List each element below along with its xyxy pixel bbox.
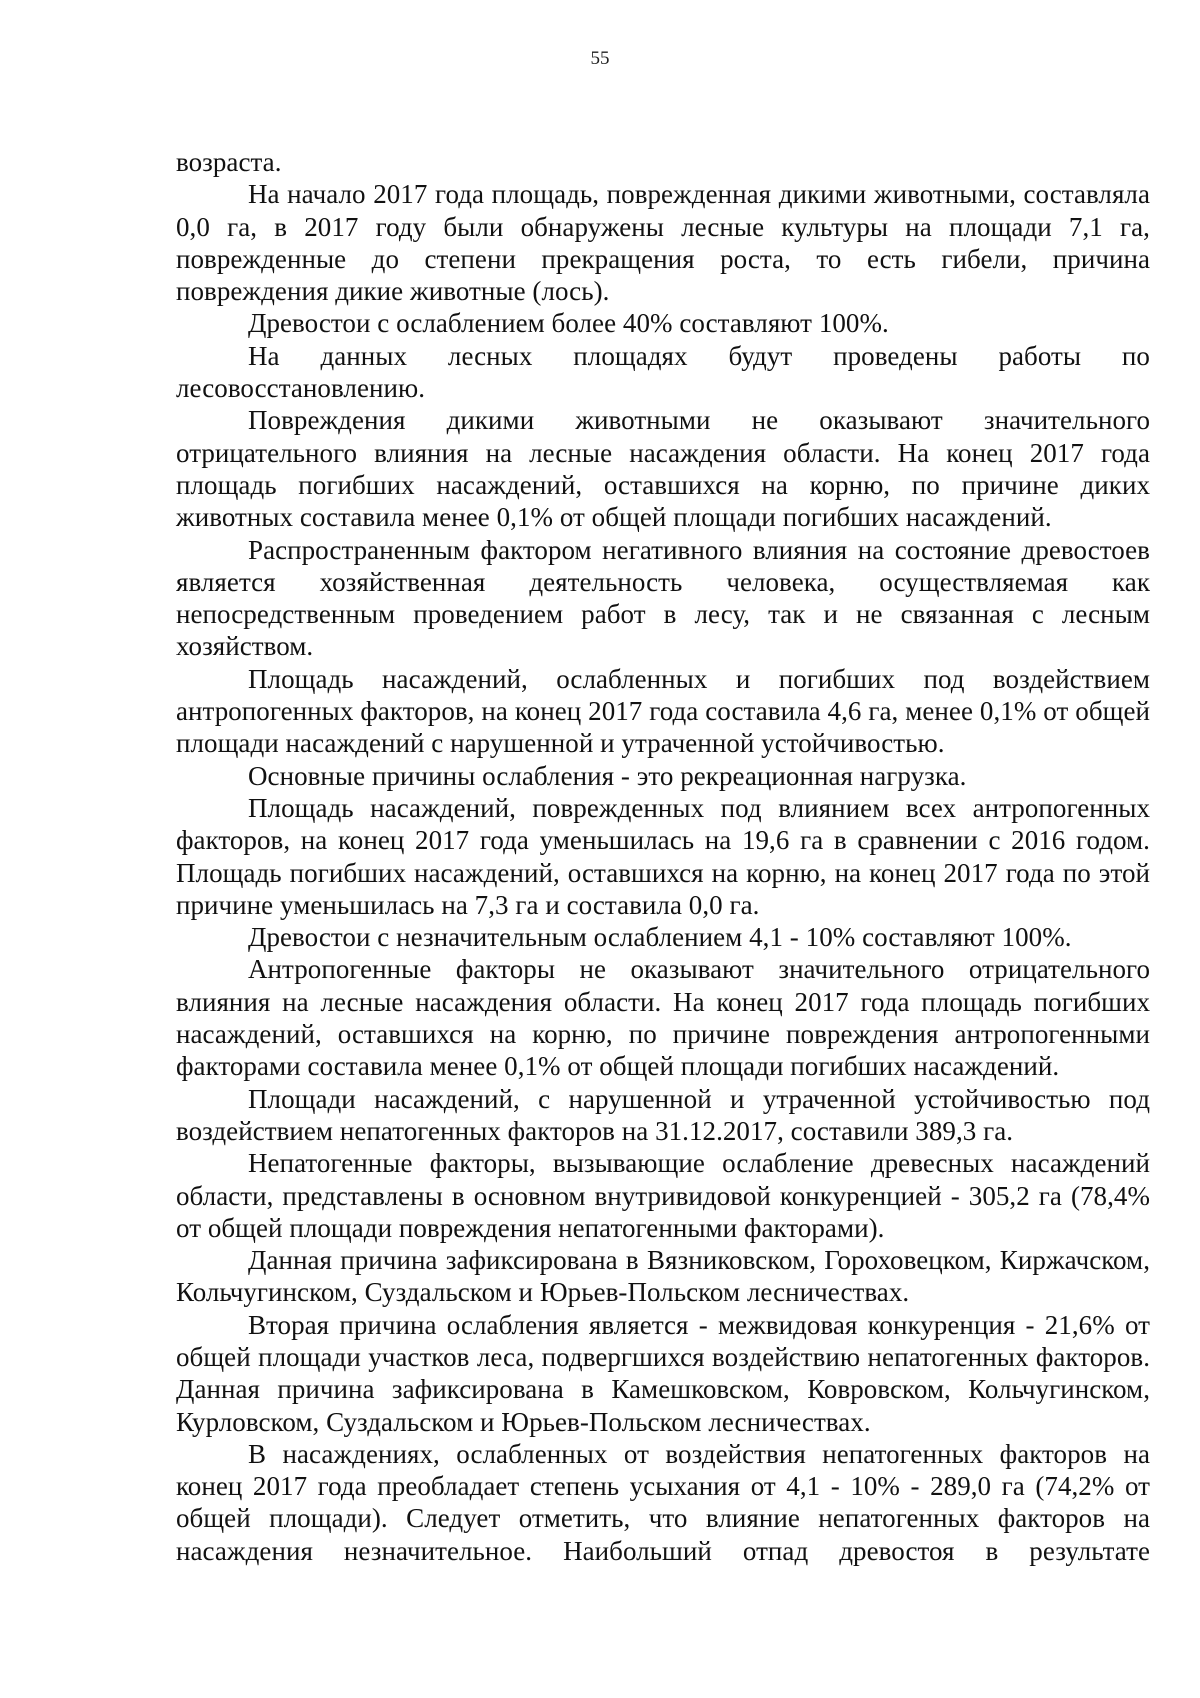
paragraph-drying-degree: В насаждениях, ослабленных от воздействия непатогенных факторов на конец 2017 года преобладает степень усыхания от 4,1 - 10% - 289,0 га (74,2% от общей площади). Следует отметить, что влияние непатогенных факторов на насаждения незначительное. Наибольший отпад древостоя в результате xyxy=(176,1438,1150,1566)
paragraph-reforestation: На данных лесных площадях будут проведены работы по лесовосстановлению. xyxy=(176,340,1150,404)
paragraph-wild-animals-damage: На начало 2017 года площадь, поврежденная дикими животными, составляла 0,0 га, в 2017 году были обнаружены лесные культуры на площади 7,1 га, поврежденные до степени прекращения роста, то есть гибели, причина повреждения дикие животные (лось). xyxy=(176,179,1150,307)
paragraph-anthropogenic-area: Площадь насаждений, ослабленных и погибших под воздействием антропогенных факторов, на конец 2017 года составила 4,6 га, менее 0,1% от общей площади насаждений с нарушенной и утраченной устойчивостью. xyxy=(176,663,1150,759)
paragraph-weakening-over-40: Древостои с ослаблением более 40% составляют 100%. xyxy=(248,308,889,339)
document-body xyxy=(176,146,1150,1567)
paragraph-wild-animals-impact: Повреждения дикими животными не оказывают значительного отрицательного влияния на лесные насаждения области. На конец 2017 года площадь погибших насаждений, оставшихся на корню, по причине диких животных составила менее 0,1% от общей площади погибших насаждений. xyxy=(176,405,1150,533)
paragraph-anthropogenic-decrease: Площадь насаждений, поврежденных под влиянием всех антропогенных факторов, на конец 2017 года уменьшилась на 19,6 га в сравнении с 2016 годом. Площадь погибших насаждений, оставшихся на корню, на конец 2017 года по этой причине уменьшилась на 7,3 га и составила 0,0 га. xyxy=(176,792,1150,920)
paragraph-human-activity: Распространенным фактором негативного влияния на состояние древостоев является хозяйственная деятельность человека, осуществляемая как непосредственным проведением работ в лесу, так и не связанная с лесным хозяйством. xyxy=(176,534,1150,662)
paragraph-forestries-list-1: Данная причина зафиксирована в Вязниковском, Гороховецком, Киржачском, Кольчугинском, Суздальском и Юрьев-Польском лесничествах. xyxy=(176,1245,1150,1308)
paragraph-nonpathogenic-area: Площади насаждений, с нарушенной и утраченной устойчивостью под воздействием непатогенных факторов на 31.12.2017, составили 389,3 га. xyxy=(176,1083,1150,1146)
paragraph-intraspecific-competition: Непатогенные факторы, вызывающие ослабление древесных насаждений области, представлены в основном внутривидовой конкуренцией - 305,2 га (78,4% от общей площади повреждения непатогенными факторами). xyxy=(176,1148,1150,1243)
paragraph-continuation: возраста. xyxy=(176,147,282,177)
paragraph-interspecific-competition: Вторая причина ослабления является - межвидовая конкуренция - 21,6% от общей площади участков леса, подвергшихся воздействию непатогенных факторов. Данная причина зафиксирована в Камешковском, Ковровском, Кольчугинском, Курловском, Суздальском и Юрьев-Польском лесничествах. xyxy=(176,1309,1150,1437)
paragraph-main-causes: Основные причины ослабления - это рекреационная нагрузка. xyxy=(248,760,967,791)
page-number: 55 xyxy=(590,48,610,69)
paragraph-anthropogenic-impact: Антропогенные факторы не оказывают значительного отрицательного влияния на лесные насаждения области. На конец 2017 года площадь погибших насаждений, оставшихся на корню, по причине повреждения антропогенными факторами составила менее 0,1% от общей площади погибших насаждений. xyxy=(176,954,1150,1082)
paragraph-minor-weakening: Древостои с незначительным ослаблением 4,1 - 10% составляют 100%. xyxy=(248,922,1072,953)
